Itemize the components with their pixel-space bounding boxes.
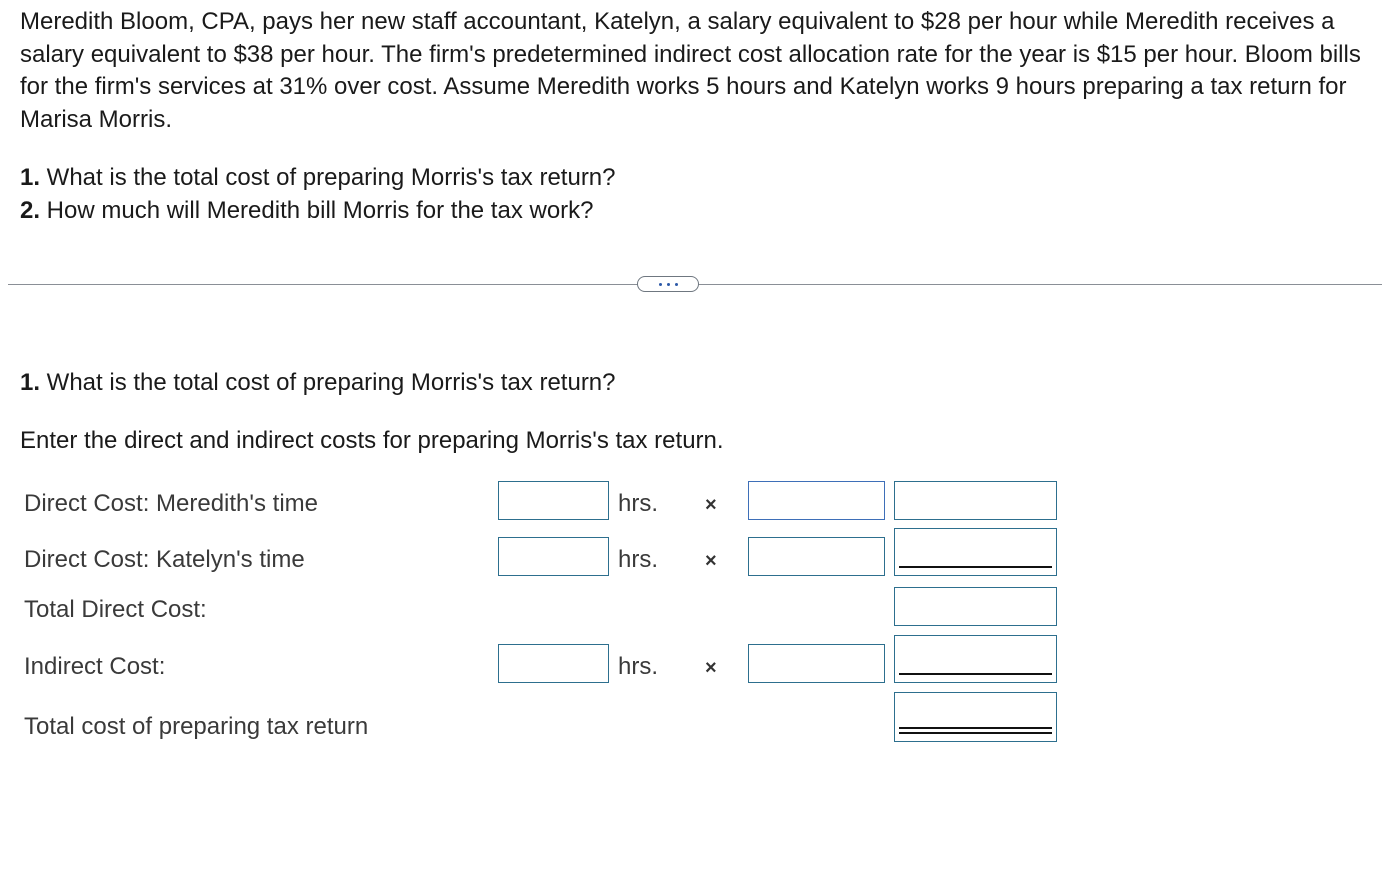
question-2 xyxy=(20,195,616,228)
multiply-icon: × xyxy=(705,494,717,516)
meredith-amount-input[interactable] xyxy=(894,481,1057,520)
question-list xyxy=(20,162,616,227)
indirect-amount-input[interactable] xyxy=(894,635,1057,683)
total-direct-cost-label: Total Direct Cost: xyxy=(24,596,207,623)
ellipsis-icon xyxy=(667,283,670,286)
katelyn-hours-unit: hrs. xyxy=(618,546,659,573)
part1-question-number: 1. xyxy=(20,369,41,396)
indirect-cost-label: Indirect Cost: xyxy=(24,653,166,680)
katelyn-amount-input[interactable] xyxy=(894,528,1057,576)
meredith-cost-label: Direct Cost: Meredith's time xyxy=(24,490,318,517)
part1-instruction: Enter the direct and indirect costs for preparing Morris's tax return. xyxy=(20,427,724,454)
katelyn-rate-input[interactable] xyxy=(748,537,885,576)
expand-more-button[interactable] xyxy=(637,276,699,292)
katelyn-cost-label: Direct Cost: Katelyn's time xyxy=(24,546,305,573)
meredith-hours-unit: hrs. xyxy=(618,490,659,517)
question-2-text: How much will Meredith bill Morris for the tax work? xyxy=(40,196,594,224)
part1-question xyxy=(20,367,616,399)
question-1-number: 1. xyxy=(20,164,41,191)
total-cost-input[interactable] xyxy=(894,692,1057,742)
part1-question-text: What is the total cost of preparing Morris's tax return? xyxy=(40,369,616,396)
ellipsis-icon xyxy=(659,283,662,286)
meredith-hours-input[interactable] xyxy=(498,481,609,520)
total-cost-label: Total cost of preparing tax return xyxy=(24,713,369,740)
multiply-icon: × xyxy=(705,657,717,679)
indirect-hours-input[interactable] xyxy=(498,644,609,683)
indirect-hours-unit: hrs. xyxy=(618,653,659,680)
meredith-rate-input[interactable] xyxy=(748,481,885,520)
multiply-icon: × xyxy=(705,550,717,572)
total-direct-cost-input[interactable] xyxy=(894,587,1057,626)
question-2-number: 2. xyxy=(20,196,41,224)
question-1-text: What is the total cost of preparing Morris's tax return? xyxy=(40,164,616,191)
problem-statement: Meredith Bloom, CPA, pays her new staff accountant, Katelyn, a salary equivalent to $28 per hour while Meredith receives a salary equivalent to $38 per hour. The firm's predetermined indirect cost allocation rate for the year is $15 per hour. Bloom bills for the firm's services at 31% over cost. Assume Meredith works 5 hours and Katelyn works 9 hours preparing a tax return for Marisa Morris. xyxy=(20,8,1361,133)
question-1 xyxy=(20,162,616,195)
katelyn-hours-input[interactable] xyxy=(498,537,609,576)
indirect-rate-input[interactable] xyxy=(748,644,885,683)
ellipsis-icon xyxy=(675,283,678,286)
